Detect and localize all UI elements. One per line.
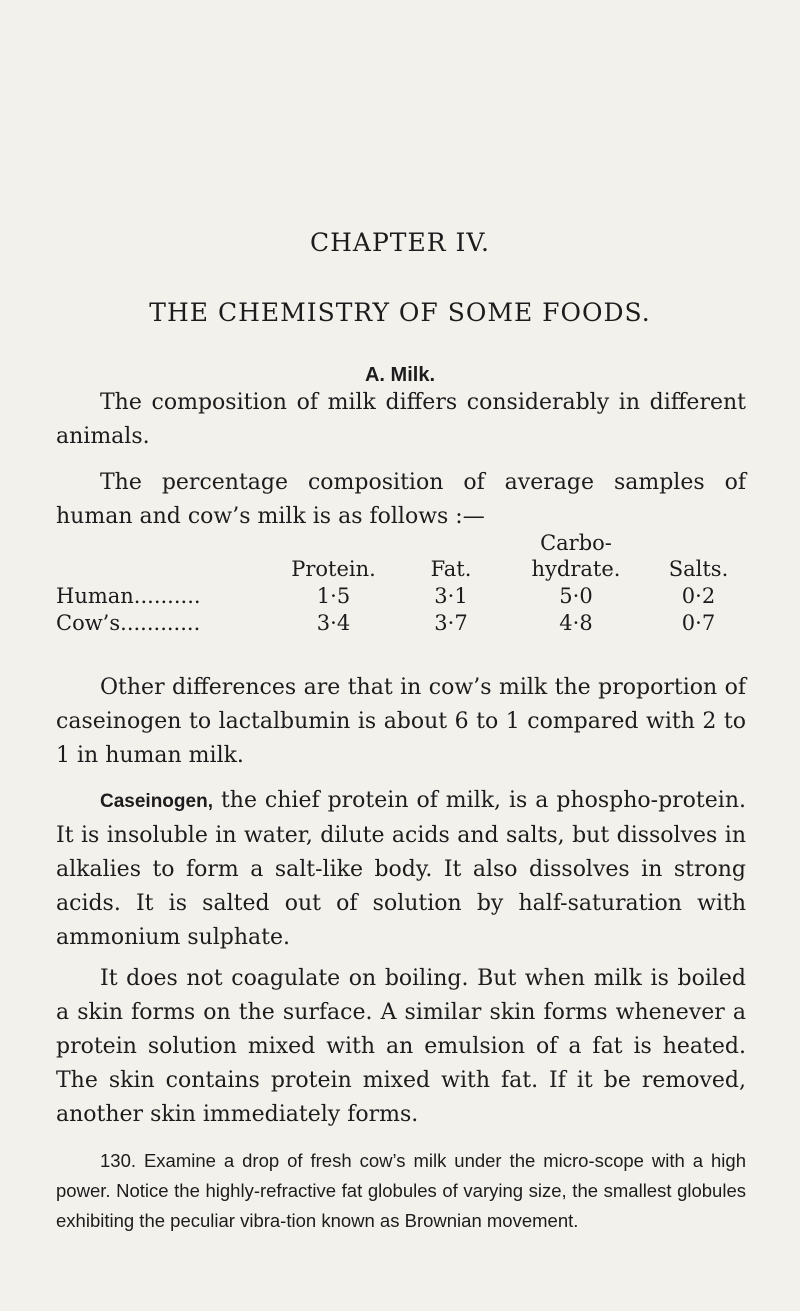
- cell-carbohydrate: 5·0: [559, 583, 593, 608]
- header-fat: Fat.: [430, 557, 472, 581]
- paragraph-coagulation: [56, 962, 746, 1132]
- row-label: Cow’s............: [56, 610, 201, 635]
- chapter-heading: CHAPTER IV.: [309, 228, 490, 257]
- header-carbohydrate-line2: hydrate.: [531, 557, 621, 581]
- paragraph-caseinogen: [56, 784, 746, 955]
- milk-composition-table: [56, 530, 746, 636]
- table-row: [56, 609, 746, 636]
- paragraph-exercise-130: [56, 1146, 746, 1236]
- table-row: [56, 582, 746, 609]
- caseinogen-lead: Caseinogen,: [100, 791, 213, 812]
- section-heading: A. Milk.: [364, 364, 435, 386]
- header-carbohydrate: [501, 530, 651, 582]
- paragraph-text: 130. Examine a drop of fresh cow’s milk under the micro-scope with a high power. Notice the highly-refractive fat globules of varying size, the smallest globules exhibiting the peculiar vibra-tion known as Brownian movement.: [56, 1150, 746, 1231]
- header-salts: Salts.: [668, 557, 729, 581]
- cell-fat: 3·7: [434, 610, 468, 635]
- header-blank: [56, 530, 266, 582]
- cell-salts: 0·7: [681, 610, 716, 635]
- paragraph-text: the chief protein of milk, is a phospho-protein. It is insoluble in water, dilute acids and salts, but dissolves in alkalies to form a salt-like body. It also dissolves in strong acids. It is salted out of solution by half-saturation with ammonium sulphate.: [56, 788, 746, 950]
- cell-protein: 3·4: [316, 610, 351, 635]
- paragraph-text: The percentage composition of average samples of human and cow’s milk is as follows :—: [56, 470, 746, 529]
- paragraph-text: The composition of milk differs considerably in different animals.: [56, 390, 746, 449]
- cell-protein: 1·5: [316, 583, 351, 608]
- row-label: Human..........: [56, 583, 201, 608]
- chapter-title: THE CHEMISTRY OF SOME FOODS.: [149, 298, 651, 327]
- paragraph-other-differences: [56, 671, 746, 773]
- paragraph-composition-intro: [56, 386, 746, 454]
- paragraph-text: It does not coagulate on boiling. But when milk is boiled a skin forms on the surface. A similar skin forms whenever a protein solution mixed with an emulsion of a fat is heated. The skin contains protein mixed with fat. If it be removed, another skin immediately forms.: [56, 966, 746, 1127]
- header-protein: Protein.: [291, 557, 376, 581]
- table-header-row: [56, 530, 746, 582]
- cell-salts: 0·2: [681, 583, 716, 608]
- cell-fat: 3·1: [434, 583, 468, 608]
- header-carbohydrate-line1: Carbo-: [540, 531, 612, 555]
- paragraph-text: Other differences are that in cow’s milk the proportion of caseinogen to lactalbumin is about 6 to 1 compared with 2 to 1 in human milk.: [56, 675, 746, 768]
- cell-carbohydrate: 4·8: [559, 610, 593, 635]
- paragraph-percentage-intro: [56, 466, 746, 534]
